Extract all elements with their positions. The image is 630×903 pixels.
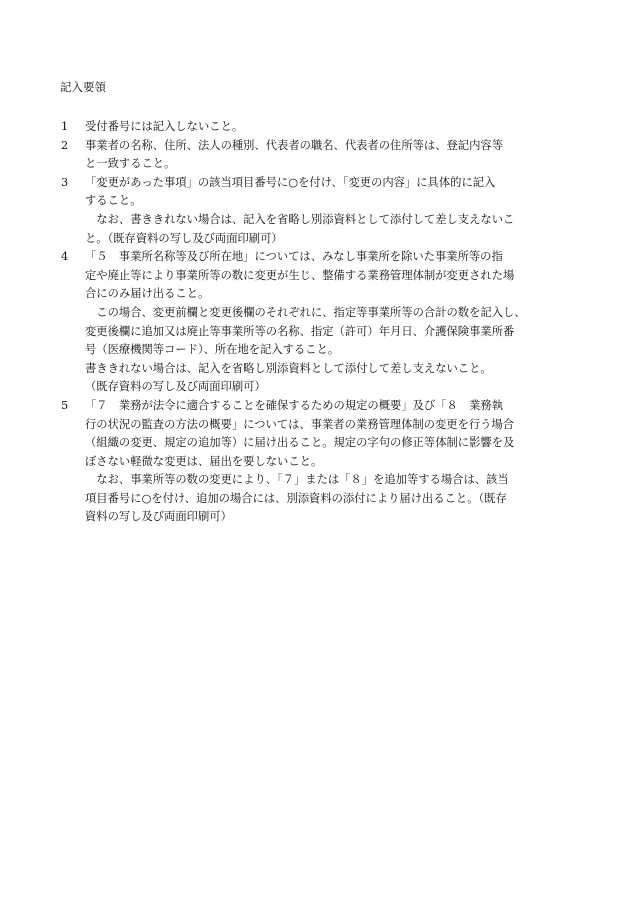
text-line: 変更後欄に追加又は廃止等事業所等の名称、指定（許可）年月日、介護保険事業所番 — [85, 324, 515, 338]
instruction-list — [61, 118, 561, 527]
text-line: 事業者の名称、住所、法人の種別、代表者の職名、代表者の住所等は、登記内容等 — [85, 138, 503, 152]
item-text — [85, 118, 561, 137]
text-line: 合にのみ届け出ること。 — [85, 287, 210, 301]
text-line: と。（既存資料の写し及び両面印刷可） — [85, 231, 283, 245]
text-line: この場合、変更前欄と変更後欄のそれぞれに、指定等事業所等の合計の数を記入し、 — [85, 305, 526, 319]
text-line: 受付番号には記入しないこと。 — [85, 120, 244, 133]
item-text — [85, 174, 561, 248]
instruction-item-2 — [61, 137, 561, 174]
text-line: 定や廃止等により事業所等の数に変更が生じ、整備する業務管理体制が変更された場 — [85, 268, 515, 282]
instruction-item-1 — [61, 118, 561, 137]
text-line: なお、事業所等の数の変更により、「７」または「８」を追加等する場合は、該当 — [85, 473, 509, 487]
text-line: 資料の写し及び両面印刷可） — [85, 510, 232, 524]
instruction-item-5 — [61, 397, 561, 527]
item-number: 4 — [61, 250, 69, 264]
item-number: 3 — [61, 175, 69, 189]
text-line: 項目番号に○を付け、追加の場合には、別添資料の添付により届け出ること。（既存 — [85, 491, 507, 505]
text-line: （既存資料の写し及び両面印刷可） — [85, 380, 266, 394]
item-text — [85, 248, 561, 397]
item-number: 5 — [61, 398, 69, 412]
text-line: ぼさない軽微な変更は、届出を要しないこと。 — [85, 454, 323, 468]
item-number: 1 — [61, 120, 69, 133]
text-line: なお、書ききれない場合は、記入を省略し別添資料として添付して差し支えないこ — [85, 212, 515, 226]
text-line: すること。 — [85, 194, 142, 208]
item-number: 2 — [61, 138, 69, 152]
instruction-item-4 — [61, 248, 561, 397]
text-line: 「５ 事業所名称等及び所在地」については、みなし事業所を除いた事業所等の指 — [85, 250, 503, 264]
item-text — [85, 137, 561, 174]
text-line: （組織の変更、規定の追加等）に届け出ること。規定の字句の修正等体制に影響を及 — [85, 436, 515, 450]
instruction-item-3 — [61, 174, 561, 248]
page-title: 記入要領 — [60, 80, 106, 94]
text-line: 行の状況の監査の方法の概要」については、事業者の業務管理体制の変更を行う場合 — [85, 417, 515, 431]
text-line: 「７ 業務が法令に適合することを確保するための規定の概要」及び「８ 業務執 — [85, 398, 503, 412]
text-line: 号（医療機関等コード）、所在地を記入すること。 — [85, 343, 340, 357]
item-text — [85, 397, 561, 527]
text-line: 「変更があった事項」の該当項目番号に○を付け、「変更の内容」に具体的に記入 — [85, 175, 496, 189]
text-line: 書ききれない場合は、記入を省略し別添資料として添付して差し支えないこと。 — [85, 361, 492, 375]
text-line: と一致すること。 — [85, 157, 176, 171]
